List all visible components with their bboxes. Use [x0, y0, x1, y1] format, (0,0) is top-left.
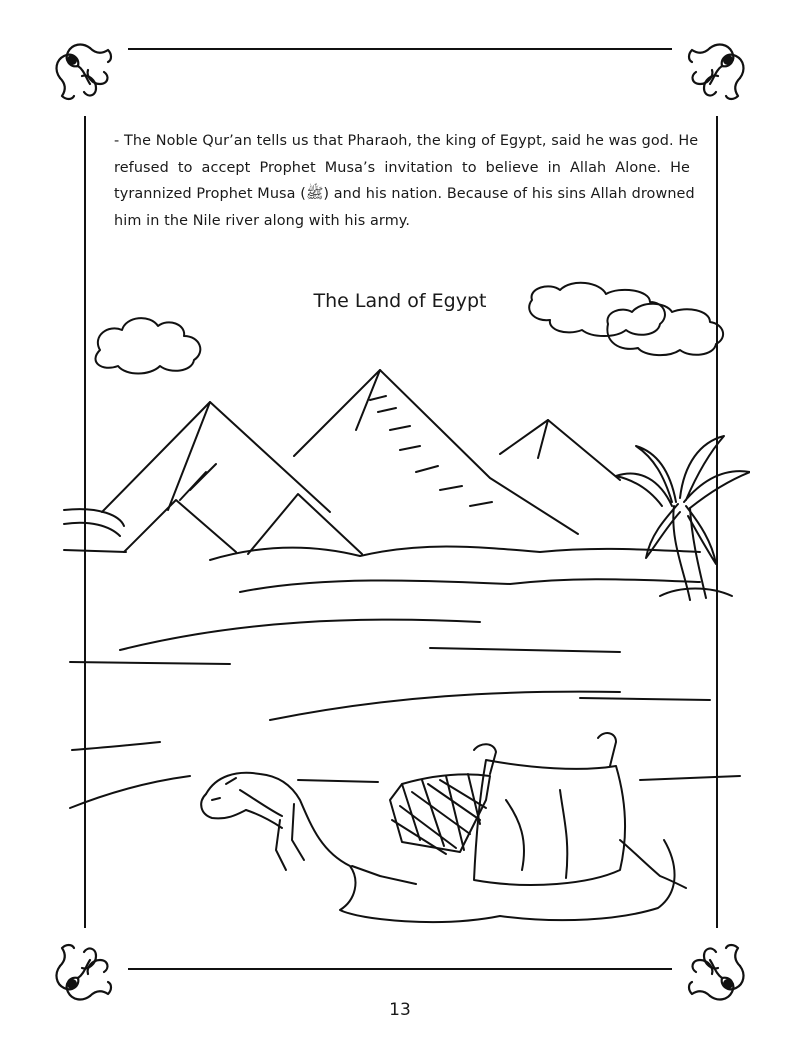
ornament-corner-top-left	[52, 40, 128, 116]
paragraph-line: tyrannized Prophet Musa (ﷺ) and his nation. Because of his sins Allah drowned	[114, 186, 695, 202]
egypt-desert-illustration	[60, 280, 750, 940]
small-pyramid-icon	[248, 494, 362, 554]
cloud-left-icon	[95, 318, 200, 373]
camel-icon	[201, 733, 686, 922]
story-paragraph	[114, 128, 699, 234]
paragraph-line: refused to accept Prophet Musa’s invitation to believe in Allah Alone. He	[114, 159, 690, 176]
palm-tree-icon	[616, 436, 750, 600]
scene-title: The Land of Egypt	[313, 290, 487, 312]
paragraph-line: - The Noble Qur’an tells us that Pharaoh, the king of Egypt, said he was god. He	[114, 133, 699, 149]
pyramid-right-icon	[500, 420, 620, 480]
page-number: 13	[389, 1000, 411, 1020]
paragraph-line: him in the Nile river along with his army.	[114, 212, 411, 229]
ornament-corner-top-right	[672, 40, 748, 116]
small-pyramid-icon	[124, 500, 236, 552]
pyramid-center-icon	[294, 370, 578, 534]
